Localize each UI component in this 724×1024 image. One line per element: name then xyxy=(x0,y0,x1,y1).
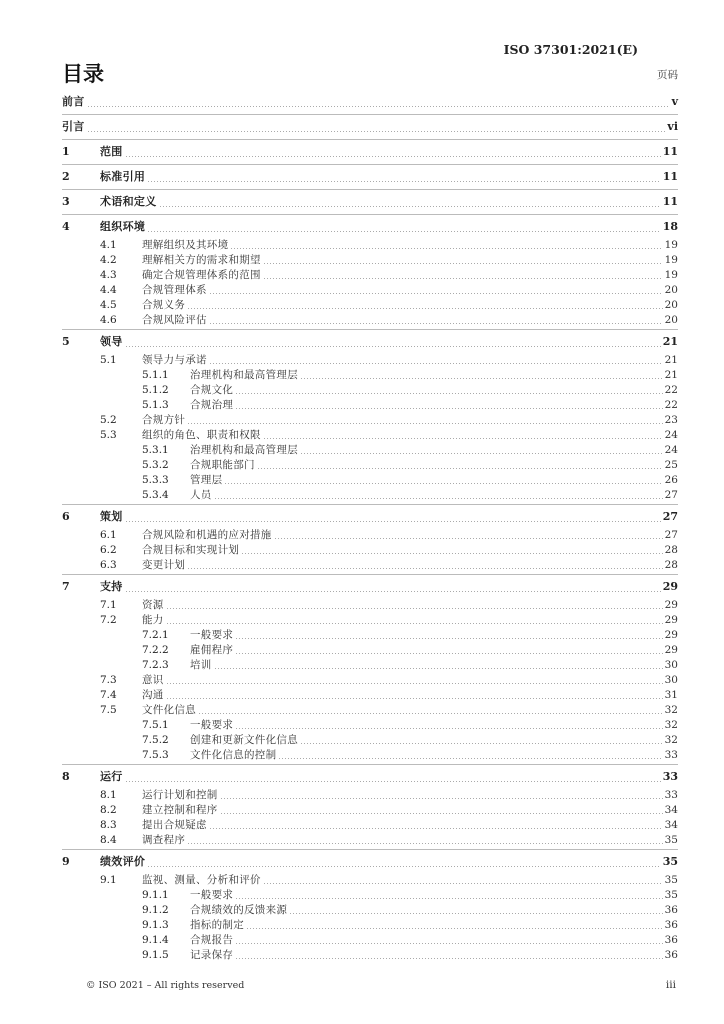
toc-entry-number: 7.1 xyxy=(100,599,117,611)
toc-entry[interactable] xyxy=(62,504,678,528)
toc-entry[interactable] xyxy=(62,473,678,488)
toc-entry-title: 组织环境 xyxy=(100,220,146,233)
toc-entry[interactable] xyxy=(62,368,678,383)
toc-entry-page: 34 xyxy=(664,819,678,831)
toc-entry-title: 建立控制和程序 xyxy=(142,804,218,816)
toc-dot-leader xyxy=(300,378,663,379)
toc-entry-number: 8 xyxy=(62,770,70,783)
toc-entry-page: 23 xyxy=(664,414,678,426)
toc-entry-page: 30 xyxy=(664,674,678,686)
toc-entry-number: 4.3 xyxy=(100,269,117,281)
toc-dot-leader xyxy=(209,828,663,829)
toc-entry-title: 文件化信息的控制 xyxy=(190,749,277,761)
page-title: 目录 xyxy=(62,62,104,86)
toc-entry-number: 4.2 xyxy=(100,254,117,266)
toc-entry[interactable] xyxy=(62,673,678,688)
toc-dot-leader xyxy=(241,553,662,554)
toc-entry-number: 4.1 xyxy=(100,239,117,251)
toc-entry-title: 术语和定义 xyxy=(100,195,157,208)
toc-entry-page: 29 xyxy=(664,644,678,656)
toc-entry[interactable] xyxy=(62,658,678,673)
toc-entry[interactable] xyxy=(62,833,678,848)
toc-entry-page: 27 xyxy=(662,510,678,523)
toc-entry-number: 8.4 xyxy=(100,834,117,846)
toc-entry-page: 33 xyxy=(664,789,678,801)
toc-entry-page: 11 xyxy=(662,195,678,208)
toc-entry-number: 7.2.1 xyxy=(142,629,169,641)
toc-dot-leader xyxy=(235,408,662,409)
toc-entry-title: 合规治理 xyxy=(190,399,234,411)
toc-entry-title: 组织的角色、职责和权限 xyxy=(142,429,261,441)
toc-entry-number: 8.1 xyxy=(100,789,117,801)
toc-entry-page: 20 xyxy=(664,284,678,296)
toc-entry-title: 范围 xyxy=(100,145,123,158)
toc-entry-number: 7.5 xyxy=(100,704,117,716)
toc-entry[interactable] xyxy=(62,329,678,353)
toc-dot-leader xyxy=(263,438,663,439)
toc-entry-number: 6.1 xyxy=(100,529,117,541)
toc-entry[interactable] xyxy=(62,268,678,283)
toc-entry-page: 36 xyxy=(664,919,678,931)
toc-dot-leader xyxy=(224,483,662,484)
toc-entry-number: 4.6 xyxy=(100,314,117,326)
toc-dot-leader xyxy=(125,521,661,522)
toc-entry-title: 治理机构和最高管理层 xyxy=(190,444,298,456)
toc-entry-number: 8.2 xyxy=(100,804,117,816)
toc-dot-leader xyxy=(246,928,663,929)
toc-entry[interactable] xyxy=(62,398,678,413)
toc-entry-title: 一般要求 xyxy=(190,629,234,641)
toc-entry-number: 7.3 xyxy=(100,674,117,686)
toc-entry-page: 11 xyxy=(662,145,678,158)
toc-entry-number: 9.1.5 xyxy=(142,949,169,961)
toc-entry-page: 35 xyxy=(664,834,678,846)
toc-dot-leader xyxy=(257,468,663,469)
toc-entry[interactable] xyxy=(62,873,678,888)
toc-dot-leader xyxy=(125,156,661,157)
toc-entry-title: 运行计划和控制 xyxy=(142,789,218,801)
toc-entry-number: 6.3 xyxy=(100,559,117,571)
toc-dot-leader xyxy=(235,393,662,394)
toc-entry-title: 能力 xyxy=(142,614,164,626)
toc-entry-title: 标准引用 xyxy=(100,170,146,183)
toc-dot-leader xyxy=(187,568,662,569)
toc-entry-number: 5.3.2 xyxy=(142,459,169,471)
toc-entry[interactable] xyxy=(62,849,678,873)
toc-entry-title: 管理层 xyxy=(190,474,223,486)
toc-entry[interactable] xyxy=(62,718,678,733)
toc-entry-number: 7.2.2 xyxy=(142,644,169,656)
toc-entry-title: 合规绩效的反馈来源 xyxy=(190,904,288,916)
toc-entry-page: 25 xyxy=(664,459,678,471)
toc-entry[interactable] xyxy=(62,764,678,788)
toc-entry-page: 36 xyxy=(664,904,678,916)
toc-entry-number: 4 xyxy=(62,220,70,233)
toc-entry-number: 9.1.1 xyxy=(142,889,169,901)
toc-dot-leader xyxy=(300,743,663,744)
toc-entry-number: 5.1.2 xyxy=(142,384,169,396)
toc-entry-page: 20 xyxy=(664,314,678,326)
toc-entry-number: 7.5.1 xyxy=(142,719,169,731)
toc-entry-title: 领导力与承诺 xyxy=(142,354,207,366)
toc-dot-leader xyxy=(289,913,662,914)
toc-dot-leader xyxy=(209,323,663,324)
toc-entry-title: 合规风险评估 xyxy=(142,314,207,326)
document-id: ISO 37301:2021(E) xyxy=(503,42,638,57)
toc-entry[interactable] xyxy=(62,803,678,818)
toc-entry-page: 19 xyxy=(664,254,678,266)
toc-entry[interactable] xyxy=(62,948,678,963)
page-column-label: 页码 xyxy=(657,69,678,81)
toc-dot-leader xyxy=(220,798,663,799)
toc-entry-title: 合规风险和机遇的应对措施 xyxy=(142,529,272,541)
toc-entry-page: 35 xyxy=(664,874,678,886)
toc-entry-title: 创建和更新文件化信息 xyxy=(190,734,298,746)
toc-entry-number: 3 xyxy=(62,195,70,208)
toc-entry-number: 5.1.1 xyxy=(142,369,169,381)
toc-dot-leader xyxy=(125,591,661,592)
toc-entry-page: 34 xyxy=(664,804,678,816)
toc-entry-number: 8.3 xyxy=(100,819,117,831)
toc-entry[interactable] xyxy=(62,283,678,298)
toc-entry-title: 意识 xyxy=(142,674,164,686)
toc-entry-page: 33 xyxy=(664,749,678,761)
toc-entry-number: 7 xyxy=(62,580,70,593)
toc-entry[interactable] xyxy=(62,114,678,138)
toc-entry[interactable] xyxy=(62,139,678,163)
toc-dot-leader xyxy=(220,813,663,814)
toc-entry[interactable] xyxy=(62,888,678,903)
toc-entry-number: 5.2 xyxy=(100,414,117,426)
toc-dot-leader xyxy=(166,698,663,699)
toc-entry[interactable] xyxy=(62,903,678,918)
toc-entry-number: 7.5.2 xyxy=(142,734,169,746)
toc-entry-number: 9.1 xyxy=(100,874,117,886)
toc-entry[interactable] xyxy=(62,443,678,458)
toc-entry[interactable] xyxy=(62,933,678,948)
toc-entry-number: 1 xyxy=(62,145,70,158)
toc-entry-page: 21 xyxy=(662,335,678,348)
toc-entry[interactable] xyxy=(62,214,678,238)
toc-entry-number: 5 xyxy=(62,335,70,348)
toc-entry[interactable] xyxy=(62,253,678,268)
toc-entry-page: 36 xyxy=(664,949,678,961)
toc-dot-leader xyxy=(235,728,662,729)
toc-entry-title: 一般要求 xyxy=(190,889,234,901)
toc-entry-number: 9.1.3 xyxy=(142,919,169,931)
toc-entry-number: 7.4 xyxy=(100,689,117,701)
toc-dot-leader xyxy=(147,866,660,867)
toc-entry-page: 28 xyxy=(664,559,678,571)
toc-entry-page: 35 xyxy=(662,855,678,868)
table-of-contents xyxy=(62,90,678,963)
toc-entry-number: 5.1 xyxy=(100,354,117,366)
toc-dot-leader xyxy=(209,363,663,364)
toc-entry[interactable] xyxy=(62,298,678,313)
toc-entry-title: 合规管理体系 xyxy=(142,284,207,296)
toc-entry-title: 理解相关方的需求和期望 xyxy=(142,254,261,266)
toc-entry-page: 19 xyxy=(664,239,678,251)
toc-entry-title: 引言 xyxy=(62,120,85,133)
toc-entry-title: 提出合规疑虑 xyxy=(142,819,207,831)
toc-dot-leader xyxy=(147,181,660,182)
toc-entry-title: 合规职能部门 xyxy=(190,459,255,471)
footer-page-number: iii xyxy=(665,979,676,991)
toc-entry[interactable] xyxy=(62,238,678,253)
toc-entry-page: 32 xyxy=(664,719,678,731)
toc-entry-number: 7.2.3 xyxy=(142,659,169,671)
toc-dot-leader xyxy=(235,958,662,959)
toc-entry-page: vi xyxy=(667,120,678,133)
toc-entry-number: 4.5 xyxy=(100,299,117,311)
toc-entry[interactable] xyxy=(62,413,678,428)
toc-entry-title: 合规目标和实现计划 xyxy=(142,544,240,556)
toc-entry-title: 合规义务 xyxy=(142,299,186,311)
toc-entry-page: 29 xyxy=(664,614,678,626)
toc-entry-page: 35 xyxy=(664,889,678,901)
toc-entry-page: 32 xyxy=(664,734,678,746)
toc-dot-leader xyxy=(187,843,662,844)
toc-entry-page: 28 xyxy=(664,544,678,556)
toc-entry-page: 32 xyxy=(664,704,678,716)
toc-entry[interactable] xyxy=(62,313,678,328)
toc-entry-title: 合规文化 xyxy=(190,384,234,396)
toc-entry-page: 30 xyxy=(664,659,678,671)
toc-entry[interactable] xyxy=(62,733,678,748)
toc-dot-leader xyxy=(125,781,661,782)
toc-dot-leader xyxy=(166,608,663,609)
toc-dot-leader xyxy=(166,623,663,624)
toc-entry[interactable] xyxy=(62,613,678,628)
toc-entry[interactable] xyxy=(62,528,678,543)
toc-entry-title: 资源 xyxy=(142,599,164,611)
toc-entry-page: 36 xyxy=(664,934,678,946)
toc-entry-title: 确定合规管理体系的范围 xyxy=(142,269,261,281)
toc-entry-number: 9.1.2 xyxy=(142,904,169,916)
toc-dot-leader xyxy=(159,206,661,207)
toc-entry-page: v xyxy=(671,95,678,108)
toc-entry-number: 7.5.3 xyxy=(142,749,169,761)
toc-entry-title: 变更计划 xyxy=(142,559,186,571)
toc-entry[interactable] xyxy=(62,383,678,398)
toc-entry-title: 记录保存 xyxy=(190,949,234,961)
toc-dot-leader xyxy=(230,248,662,249)
toc-entry-title: 培训 xyxy=(190,659,212,671)
toc-dot-leader xyxy=(187,423,662,424)
toc-entry-page: 19 xyxy=(664,269,678,281)
toc-entry[interactable] xyxy=(62,748,678,763)
toc-entry[interactable] xyxy=(62,628,678,643)
toc-entry[interactable] xyxy=(62,189,678,213)
toc-entry-number: 7.2 xyxy=(100,614,117,626)
toc-entry-page: 31 xyxy=(664,689,678,701)
toc-entry-page: 24 xyxy=(664,429,678,441)
toc-dot-leader xyxy=(198,713,663,714)
toc-entry[interactable] xyxy=(62,458,678,473)
toc-entry-number: 5.3.3 xyxy=(142,474,169,486)
toc-dot-leader xyxy=(209,293,663,294)
toc-entry-title: 绩效评价 xyxy=(100,855,146,868)
toc-entry-page: 18 xyxy=(662,220,678,233)
toc-entry[interactable] xyxy=(62,164,678,188)
toc-entry-title: 指标的制定 xyxy=(190,919,244,931)
toc-entry-page: 29 xyxy=(664,599,678,611)
toc-entry[interactable] xyxy=(62,90,678,113)
toc-entry[interactable] xyxy=(62,703,678,718)
toc-entry-page: 22 xyxy=(664,399,678,411)
toc-entry-page: 29 xyxy=(664,629,678,641)
footer-copyright: © ISO 2021 – All rights reserved xyxy=(86,980,245,991)
toc-dot-leader xyxy=(263,278,663,279)
toc-entry[interactable] xyxy=(62,688,678,703)
toc-dot-leader xyxy=(235,898,662,899)
toc-entry-page: 27 xyxy=(664,489,678,501)
toc-entry-title: 合规报告 xyxy=(190,934,234,946)
toc-dot-leader xyxy=(235,943,662,944)
toc-dot-leader xyxy=(147,231,660,232)
toc-entry[interactable] xyxy=(62,574,678,598)
toc-entry-page: 21 xyxy=(664,354,678,366)
toc-dot-leader xyxy=(87,131,666,132)
toc-entry-title: 雇佣程序 xyxy=(190,644,234,656)
toc-dot-leader xyxy=(300,453,663,454)
toc-entry-page: 29 xyxy=(662,580,678,593)
toc-entry-title: 沟通 xyxy=(142,689,164,701)
toc-dot-leader xyxy=(278,758,662,759)
toc-dot-leader xyxy=(87,106,670,107)
toc-entry-title: 监视、测量、分析和评价 xyxy=(142,874,261,886)
toc-entry[interactable] xyxy=(62,353,678,368)
toc-entry-title: 一般要求 xyxy=(190,719,234,731)
toc-dot-leader xyxy=(125,346,661,347)
toc-dot-leader xyxy=(214,498,663,499)
toc-entry-page: 11 xyxy=(662,170,678,183)
toc-entry[interactable] xyxy=(62,543,678,558)
toc-entry[interactable] xyxy=(62,428,678,443)
toc-entry-title: 理解组织及其环境 xyxy=(142,239,229,251)
toc-dot-leader xyxy=(187,308,662,309)
toc-entry-number: 6.2 xyxy=(100,544,117,556)
toc-entry-title: 合规方针 xyxy=(142,414,186,426)
toc-entry[interactable] xyxy=(62,558,678,573)
toc-dot-leader xyxy=(263,263,663,264)
toc-entry-title: 治理机构和最高管理层 xyxy=(190,369,298,381)
toc-entry-page: 20 xyxy=(664,299,678,311)
toc-entry-page: 24 xyxy=(664,444,678,456)
toc-dot-leader xyxy=(235,653,662,654)
toc-entry-number: 5.1.3 xyxy=(142,399,169,411)
toc-entry-number: 4.4 xyxy=(100,284,117,296)
toc-entry-title: 文件化信息 xyxy=(142,704,196,716)
toc-entry[interactable] xyxy=(62,918,678,933)
toc-entry[interactable] xyxy=(62,818,678,833)
toc-dot-leader xyxy=(274,538,663,539)
toc-entry-title: 调查程序 xyxy=(142,834,186,846)
toc-entry-page: 26 xyxy=(664,474,678,486)
toc-entry-number: 2 xyxy=(62,170,70,183)
toc-dot-leader xyxy=(235,638,662,639)
toc-entry-title: 运行 xyxy=(100,770,123,783)
toc-entry[interactable] xyxy=(62,598,678,613)
toc-dot-leader xyxy=(214,668,663,669)
toc-entry-page: 21 xyxy=(664,369,678,381)
toc-entry-number: 6 xyxy=(62,510,70,523)
toc-entry[interactable] xyxy=(62,788,678,803)
toc-dot-leader xyxy=(166,683,663,684)
toc-entry[interactable] xyxy=(62,643,678,658)
toc-entry-number: 9.1.4 xyxy=(142,934,169,946)
toc-entry-page: 33 xyxy=(662,770,678,783)
toc-entry[interactable] xyxy=(62,488,678,503)
toc-entry-page: 27 xyxy=(664,529,678,541)
toc-entry-title: 人员 xyxy=(190,489,212,501)
toc-dot-leader xyxy=(263,883,663,884)
toc-entry-number: 5.3.4 xyxy=(142,489,169,501)
toc-entry-number: 5.3.1 xyxy=(142,444,169,456)
toc-entry-title: 支持 xyxy=(100,580,123,593)
toc-entry-number: 9 xyxy=(62,855,70,868)
toc-entry-number: 5.3 xyxy=(100,429,117,441)
toc-entry-title: 策划 xyxy=(100,510,123,523)
toc-entry-page: 22 xyxy=(664,384,678,396)
toc-entry-title: 前言 xyxy=(62,95,85,108)
toc-entry-title: 领导 xyxy=(100,335,123,348)
